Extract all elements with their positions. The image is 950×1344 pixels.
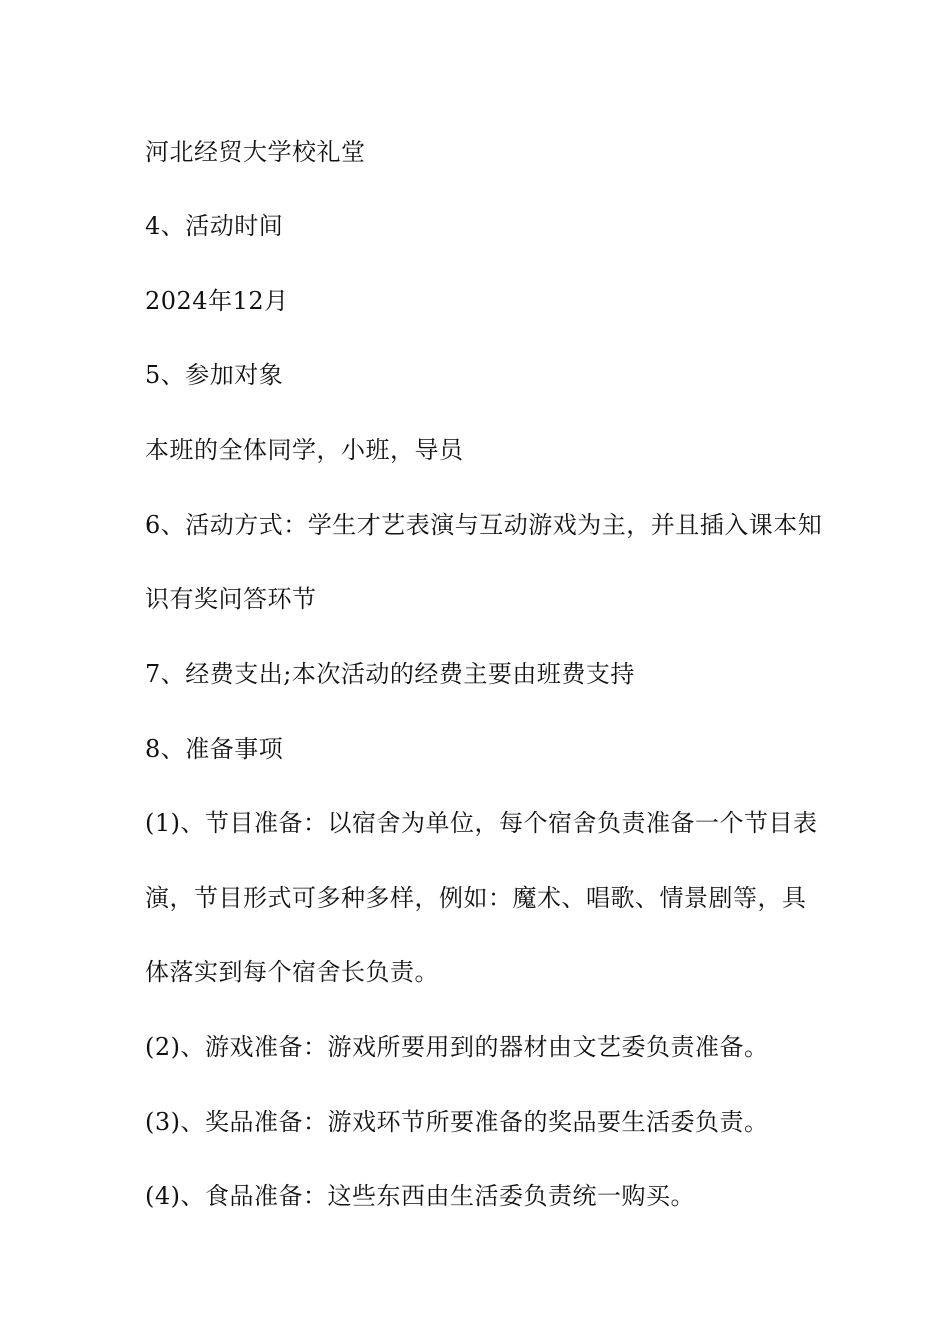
participants-text: 本班的全体同学，小班，导员 — [145, 436, 464, 464]
activity-date-text: 2024年12月 — [145, 287, 289, 315]
item-3-text: (3)、奖品准备：游戏环节所要准备的奖品要生活委负责。 — [145, 1108, 769, 1136]
section-6-line-1: 6、活动方式：学生才艺表演与互动游戏为主，并且插入课本知 — [145, 511, 823, 539]
section-8-heading: 8、准备事项 — [145, 735, 284, 763]
venue-text: 河北经贸大学校礼堂 — [145, 138, 366, 166]
section-5-heading: 5、参加对象 — [145, 361, 284, 389]
item-2-text: (2)、游戏准备：游戏所要用到的器材由文艺委负责准备。 — [145, 1033, 769, 1061]
section-6-line-2: 识有奖问答环节 — [145, 585, 317, 613]
section-7-text: 7、经费支出;本次活动的经费主要由班费支持 — [145, 660, 635, 688]
item-1-line-3: 体落实到每个宿舍长负责。 — [145, 958, 439, 986]
item-1-line-1: (1)、节目准备：以宿舍为单位，每个宿舍负责准备一个节目表 — [145, 809, 818, 837]
section-4-heading: 4、活动时间 — [145, 212, 284, 240]
item-1-line-2: 演，节目形式可多种多样，例如：魔术、唱歌、情景剧等，具 — [145, 884, 807, 912]
item-4-text: (4)、食品准备：这些东西由生活委负责统一购买。 — [145, 1182, 695, 1210]
